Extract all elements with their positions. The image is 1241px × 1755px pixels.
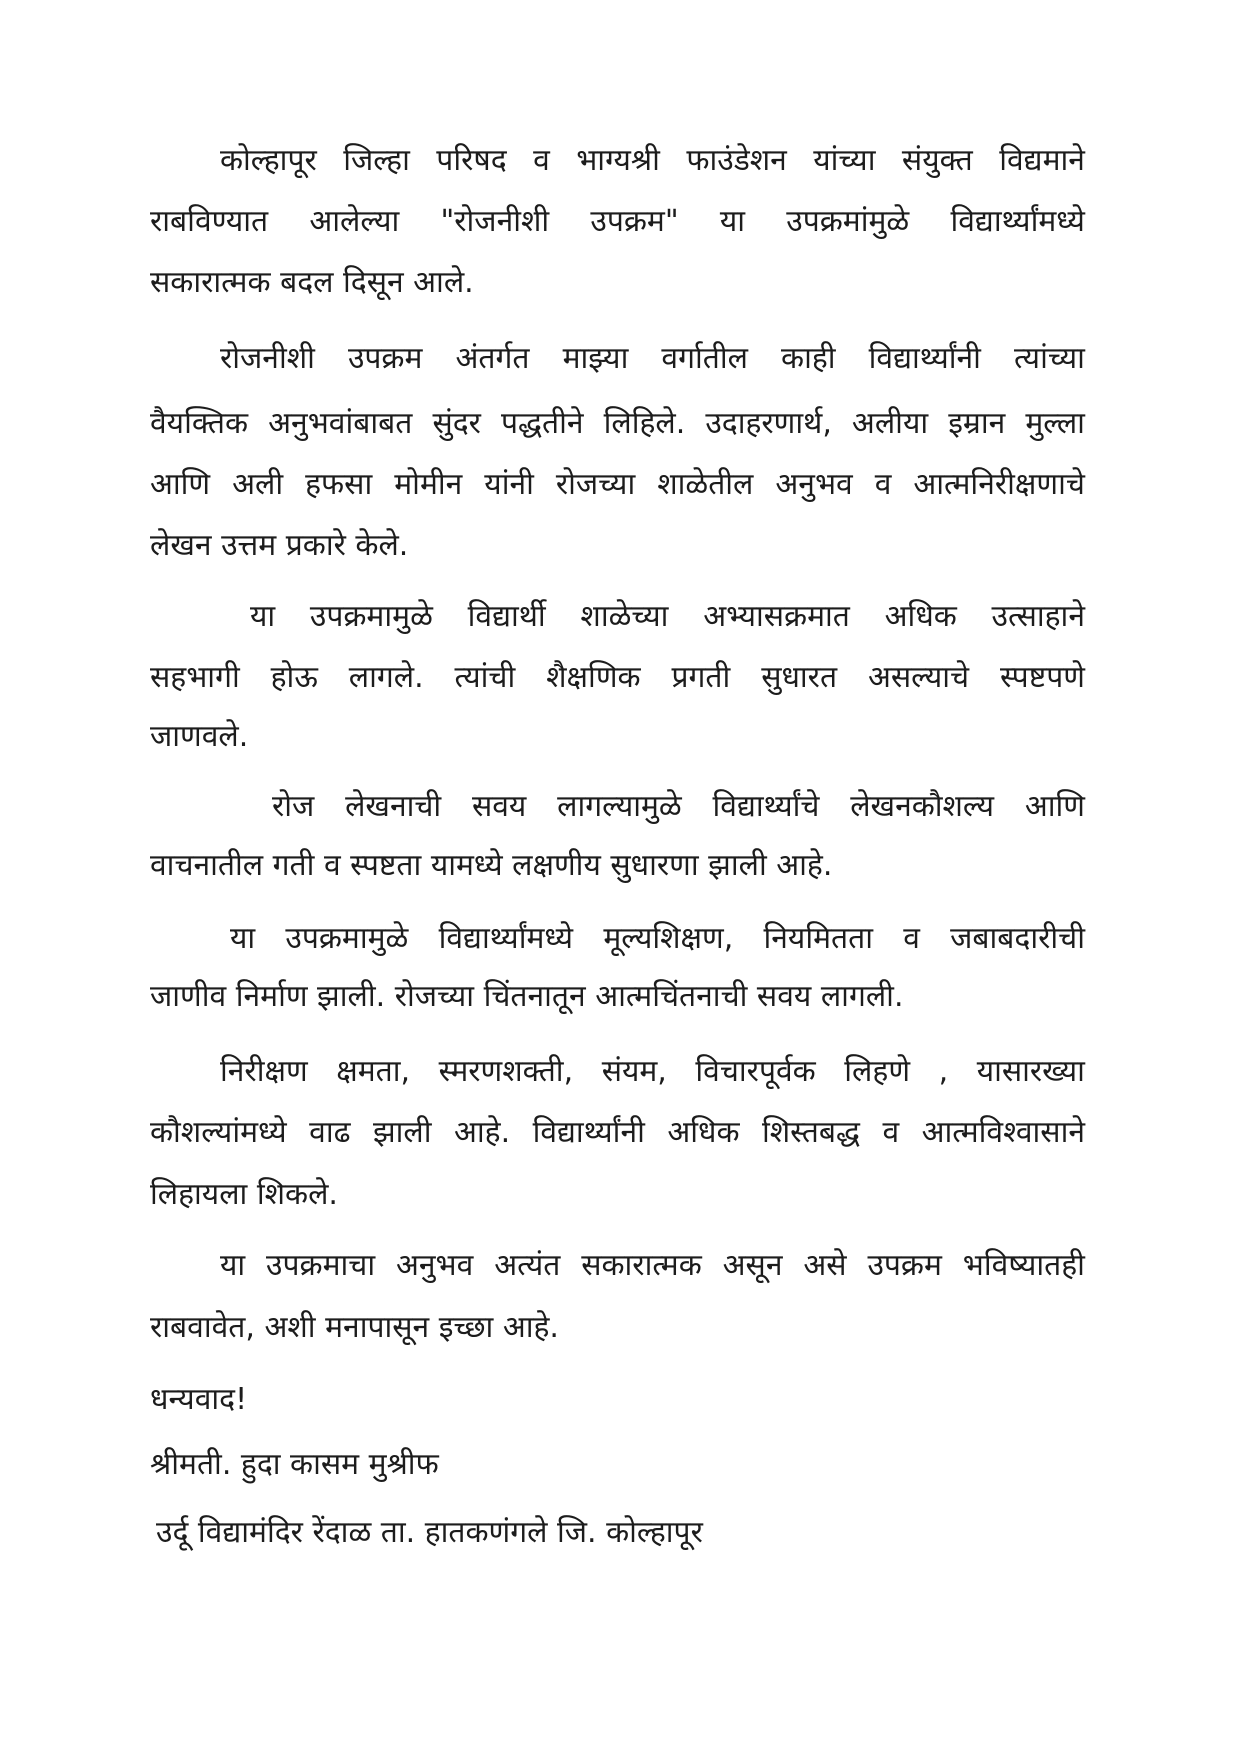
paragraph-line: आणि अली हफसा मोमीन यांनी रोजच्या शाळेतील अनुभव व आत्मनिरीक्षणाचे [150,467,1085,502]
signature-name: श्रीमती. हुदा कासम मुश्रीफ [150,1447,439,1482]
paragraph-line: कौशल्यांमध्ये वाढ झाली आहे. विद्यार्थ्यांनी अधिक शिस्तबद्ध व आत्मविश्वासाने [150,1115,1085,1150]
paragraph-line: जाणवले. [150,719,249,754]
paragraph-line: या उपक्रमामुळे विद्यार्थी शाळेच्या अभ्यासक्रमात अधिक उत्साहाने [250,599,1085,634]
paragraph-line: या उपक्रमाचा अनुभव अत्यंत सकारात्मक असून असे उपक्रम भविष्यातही [220,1248,1085,1283]
paragraph-line: राबविण्यात आलेल्या "रोजनीशी उपक्रम" या उपक्रमांमुळे विद्यार्थ्यांमध्ये [150,204,1085,239]
paragraph-line: जाणीव निर्माण झाली. रोजच्या चिंतनातून आत्मचिंतनाची सवय लागली. [150,979,904,1014]
paragraph-line: कोल्हापूर जिल्हा परिषद व भाग्यश्री फाउंडेशन यांच्या संयुक्त विद्यमाने [220,143,1085,178]
paragraph-line: लिहायला शिकले. [150,1177,338,1212]
paragraph-line: सहभागी होऊ लागले. त्यांची शैक्षणिक प्रगती सुधारत असल्याचे स्पष्टपणे [150,660,1085,695]
paragraph-line: रोजनीशी उपक्रम अंतर्गत माझ्या वर्गातील काही विद्यार्थ्यांनी त्यांच्या [220,341,1085,376]
closing-text: धन्यवाद! [150,1382,248,1417]
paragraph-line: या उपक्रमामुळे विद्यार्थ्यांमध्ये मूल्यशिक्षण, नियमितता व जबाबदारीची [230,921,1085,956]
paragraph-line: वैयक्तिक अनुभवांबाबत सुंदर पद्धतीने लिहिले. उदाहरणार्थ, अलीया इम्रान मुल्ला [150,406,1085,441]
paragraph-line: सकारात्मक बदल दिसून आले. [150,265,474,300]
paragraph-line: राबवावेत, अशी मनापासून इच्छा आहे. [150,1310,559,1345]
signature-school: उर्दू विद्यामंदिर रेंदाळ ता. हातकणंगले जि. कोल्हापूर [156,1515,703,1550]
paragraph-line: वाचनातील गती व स्पष्टता यामध्ये लक्षणीय सुधारणा झाली आहे. [150,848,833,883]
paragraph-line: रोज लेखनाची सवय लागल्यामुळे विद्यार्थ्यांचे लेखनकौशल्य आणि [272,789,1085,824]
paragraph-line: निरीक्षण क्षमता, स्मरणशक्ती, संयम, विचारपूर्वक लिहणे , यासारख्या [220,1054,1085,1089]
paragraph-line: लेखन उत्तम प्रकारे केले. [150,528,409,563]
